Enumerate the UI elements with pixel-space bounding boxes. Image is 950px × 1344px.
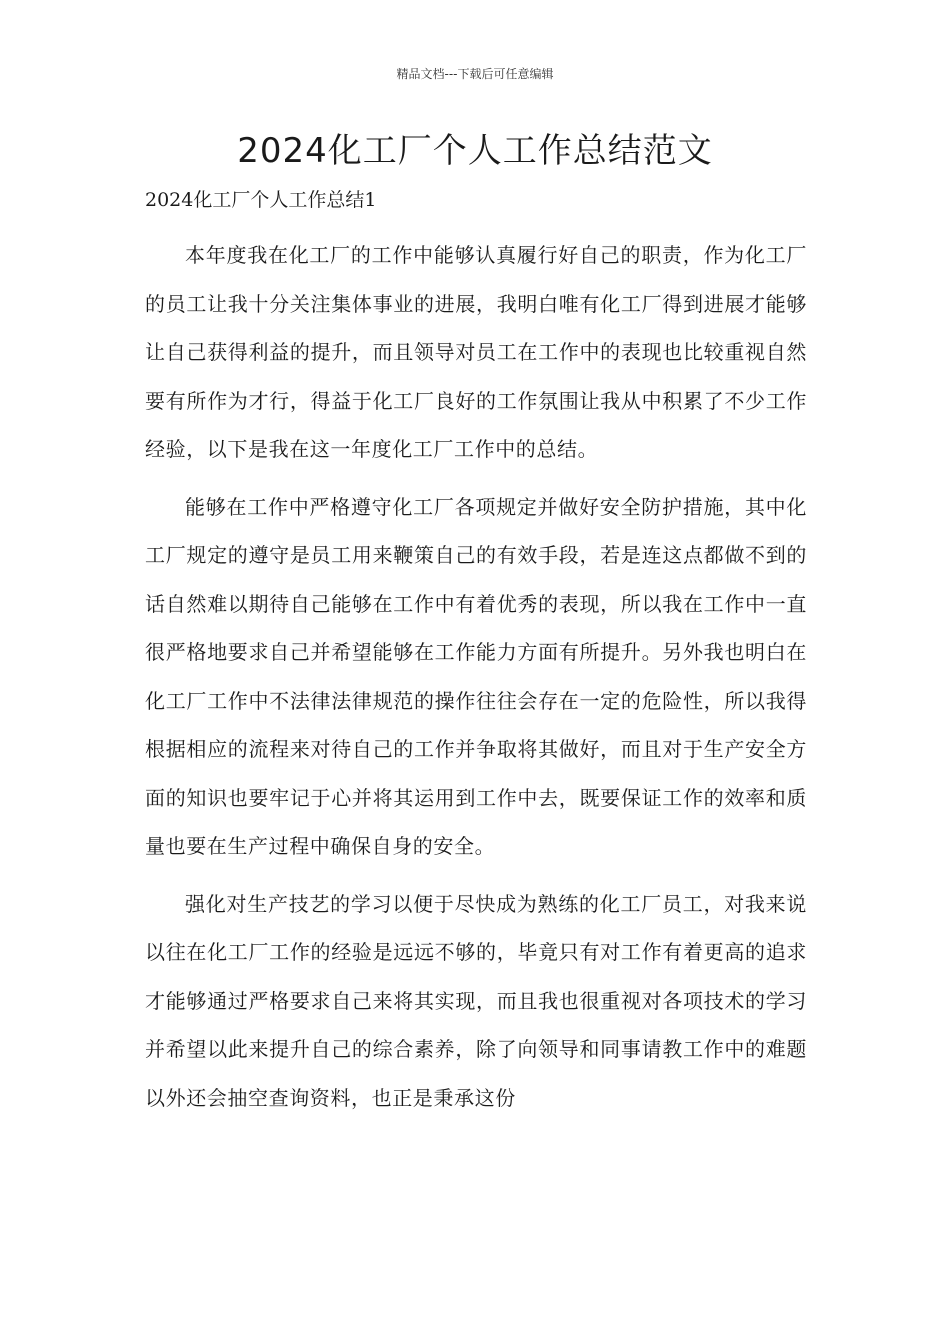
- header-watermark-text: 精品文档---下载后可任意编辑: [396, 67, 554, 81]
- page-header: [0, 66, 950, 82]
- paragraph-2: 能够在工作中严格遵守化工厂各项规定并做好安全防护措施，其中化工厂规定的遵守是员工用来鞭策自己的有效手段，若是连这点都做不到的话自然难以期待自己能够在工作中有着优秀的表现，所以我在工作中一直很严格地要求自己并希望能够在工作能力方面有所提升。另外我也明白在化工厂工作中不法律法律规范的操作往往会存在一定的危险性，所以我得根据相应的流程来对待自己的工作并争取将其做好，而且对于生产安全方面的知识也要牢记于心并将其运用到工作中去，既要保证工作的效率和质量也要在生产过程中确保自身的安全。: [145, 494, 807, 858]
- paragraph-1: 本年度我在化工厂的工作中能够认真履行好自己的职责，作为化工厂的员工让我十分关注集体事业的进展，我明白唯有化工厂得到进展才能够让自己获得利益的提升，而且领导对员工在工作中的表现也比较重视自然要有所作为才行，得益于化工厂良好的工作氛围让我从中积累了不少工作经验，以下是我在这一年度化工厂工作中的总结。: [145, 243, 807, 461]
- document-subtitle: 2024化工厂个人工作总结1: [145, 189, 377, 211]
- paragraph-3: 强化对生产技艺的学习以便于尽快成为熟练的化工厂员工，对我来说以往在化工厂工作的经验是远远不够的，毕竟只有对工作有着更高的追求才能够通过严格要求自己来将其实现，而且我也很重视对各项技术的学习并希望以此来提升自己的综合素养，除了向领导和同事请教工作中的难题以外还会抽空查询资料，也正是秉承这份: [145, 891, 807, 1110]
- document-title: 2024化工厂个人工作总结范文: [237, 131, 713, 171]
- document-body: [145, 231, 807, 1131]
